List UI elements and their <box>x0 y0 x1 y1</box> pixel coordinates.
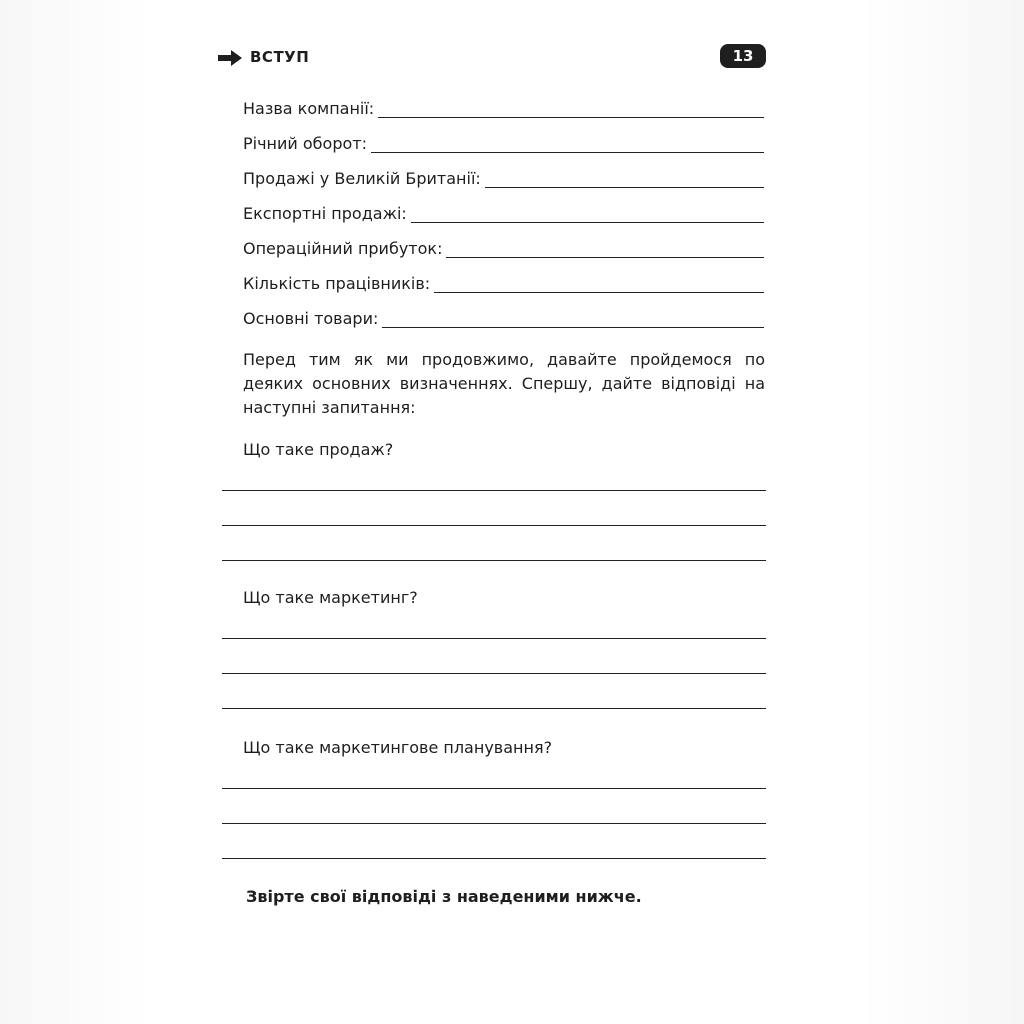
intro-paragraph: Перед тим як ми продовжимо, давайте пройдемося по деяких основних визначеннях. Спершу, дайте відповіді на наступні запитання: <box>243 350 765 417</box>
form-label: Експортні продажі: <box>243 204 407 223</box>
form-row-export-sales <box>243 201 764 223</box>
blank-line <box>371 136 764 153</box>
answer-line <box>222 673 766 674</box>
blank-line <box>411 206 764 223</box>
closing-instruction: Звірте свої відповіді з наведеними нижче. <box>246 887 642 906</box>
answer-line <box>222 560 766 561</box>
form-row-main-products <box>243 306 764 328</box>
page-number-badge: 13 <box>720 44 766 68</box>
blank-line <box>485 171 764 188</box>
question-marketing: Що таке маркетинг? <box>243 588 418 607</box>
blank-line <box>382 311 764 328</box>
answer-line <box>222 823 766 824</box>
answer-line <box>222 788 766 789</box>
answer-line <box>222 638 766 639</box>
form-row-uk-sales <box>243 166 764 188</box>
form-label: Основні товари: <box>243 309 379 328</box>
answer-line <box>222 858 766 859</box>
form-label: Кількість працівників: <box>243 274 431 293</box>
answer-line <box>222 708 766 709</box>
form-label: Річний оборот: <box>243 134 367 153</box>
question-marketing-planning: Що таке маркетингове планування? <box>243 738 553 757</box>
blank-line <box>378 101 764 118</box>
blank-line <box>446 241 764 258</box>
answer-line <box>222 490 766 491</box>
form-label: Продажі у Великій Британії: <box>243 169 481 188</box>
arrow-right-icon <box>218 50 242 66</box>
form-label: Назва компанії: <box>243 99 375 118</box>
form-row-annual-turnover <box>243 131 764 153</box>
form-row-company-name <box>243 96 764 118</box>
section-title: ВСТУП <box>250 48 310 66</box>
answer-line <box>222 525 766 526</box>
blank-line <box>434 276 764 293</box>
form-label: Операційний прибуток: <box>243 239 443 258</box>
question-sales: Що таке продаж? <box>243 440 394 459</box>
running-header <box>218 44 766 72</box>
form-row-employees <box>243 271 764 293</box>
form-row-operating-profit <box>243 236 764 258</box>
